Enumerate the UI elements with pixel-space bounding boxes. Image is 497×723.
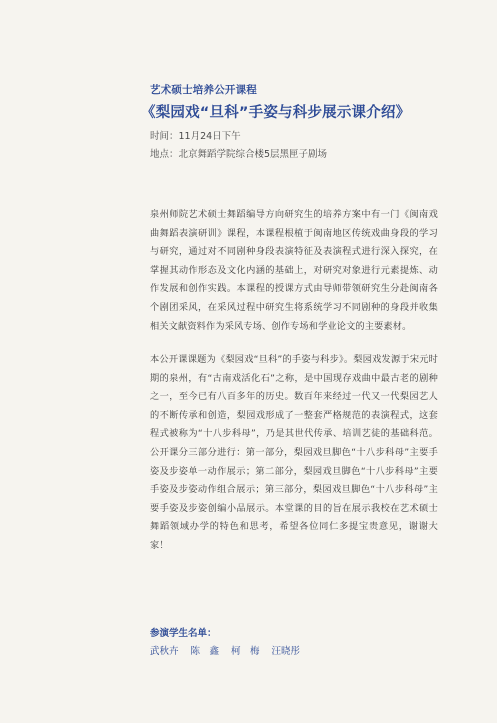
event-time: 时间：11月24日下午: [150, 131, 241, 142]
student-name: 武秋卉: [150, 646, 179, 657]
student-name: 汪晓彤: [271, 646, 301, 657]
cast-list: [150, 643, 300, 657]
intro-paragraph: 泉州师院艺术硕士舞蹈编导方向研究生的培养方案中有一门《闽南戏曲舞蹈表演研训》课程，本课程根植于闽南地区传统戏曲身段的学习与研究，通过对不同剧种身段表演特征及表演程式进行深入探究，在掌握其动作形态及文化内涵的基础上，对研究对象进行元素提炼、动作发展和创作实践。本课程的授课方式由导师带领研究生分赴闽南各个剧团采风，在采风过程中研究生将系统学习不同剧种的身段并收集相关文献资料作为采风专场、创作专场和学业论文的主要素材。: [150, 209, 438, 332]
cast-heading: 参演学生名单：: [150, 628, 217, 639]
course-type-label: 艺术硕士培养公开课程: [150, 84, 257, 96]
page-title: 《梨园戏“旦科”手姿与科步展示课介绍》: [141, 105, 411, 121]
student-name: 陈 鑫: [190, 646, 220, 657]
event-location: 地点：北京舞蹈学院综合楼5层黑匣子剧场: [150, 149, 328, 160]
student-name: 柯 梅: [231, 646, 260, 657]
course-description-paragraph: 本公开课课题为《梨园戏“旦科”的手姿与科步》。梨园戏发源于宋元时期的泉州，有“古南戏活化石”之称，是中国现存戏曲中最古老的剧种之一，至今已有八百多年的历史。数百年来经过一代又一代梨园艺人的不断传承和创造，梨园戏形成了一整套严格规范的表演程式，这套程式被称为“十八步科母”，乃是其世代传承、培训艺徒的基础科范。公开课分三部分进行：第一部分，梨园戏旦脚色“十八步科母”主要手姿及步姿单一动作展示；第二部分，梨园戏旦脚色“十八步科母”主要手姿及步姿动作组合展示；第三部分，梨园戏旦脚色“十八步科母”主要手姿及步姿创编小品展示。本堂课的目的旨在展示我校在艺术硕士舞蹈领域办学的特色和思考，希望各位同仁多提宝贵意见，谢谢大家！: [150, 354, 438, 551]
